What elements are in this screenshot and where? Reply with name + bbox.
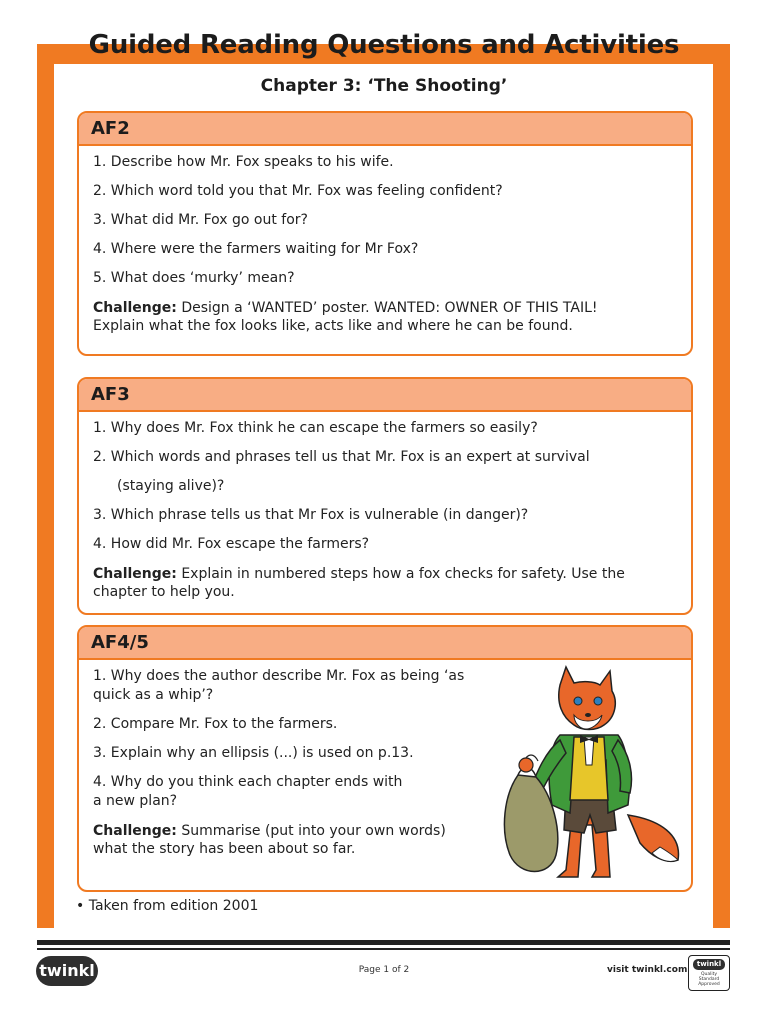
badge-logo: twinkl — [693, 959, 725, 970]
challenge-text: Design a ‘WANTED’ poster. WANTED: OWNER OF THIS TAIL! — [181, 300, 598, 316]
section-heading: AF4/5 — [79, 627, 691, 660]
fox-illustration — [500, 665, 685, 885]
page-number: Page 1 of 2 — [358, 965, 410, 975]
section-heading: AF3 — [79, 379, 691, 412]
challenge-label: Challenge: — [93, 823, 177, 839]
question: 4. Why do you think each chapter ends with — [93, 774, 403, 790]
visit-link[interactable]: visit twinkl.com — [607, 965, 688, 975]
challenge-text: chapter to help you. — [93, 584, 235, 600]
twinkl-logo[interactable]: twinkl — [36, 956, 98, 986]
challenge-text: Explain in numbered steps how a fox checks for safety. Use the — [181, 566, 625, 582]
question: 4. Where were the farmers waiting for Mr Fox? — [93, 241, 419, 257]
footer-divider — [37, 948, 730, 950]
section-af2 — [77, 111, 693, 356]
challenge — [93, 822, 488, 858]
challenge — [93, 299, 677, 335]
challenge-text: Explain what the fox looks like, acts like and where he can be found. — [93, 318, 573, 334]
question: (staying alive)? — [117, 478, 225, 494]
question: 1. Describe how Mr. Fox speaks to his wife. — [93, 154, 394, 170]
badge-text: Quality Standard Approved — [698, 972, 720, 987]
challenge-label: Challenge: — [93, 566, 177, 582]
question: 3. What did Mr. Fox go out for? — [93, 212, 308, 228]
question: 2. Which word told you that Mr. Fox was feeling confident? — [93, 183, 503, 199]
page-subtitle: Chapter 3: ‘The Shooting’ — [260, 76, 508, 96]
question: 5. What does ‘murky’ mean? — [93, 270, 295, 286]
edition-note: • Taken from edition 2001 — [76, 898, 259, 914]
section-af3 — [77, 377, 693, 615]
question: 4. How did Mr. Fox escape the farmers? — [93, 536, 370, 552]
question: 3. Which phrase tells us that Mr Fox is vulnerable (in danger)? — [93, 507, 529, 523]
question: 1. Why does the author describe Mr. Fox as being ‘as — [93, 668, 465, 684]
footer-divider — [37, 940, 730, 945]
challenge — [93, 565, 677, 601]
challenge-text: Summarise (put into your own words) — [181, 823, 446, 839]
page-title: Guided Reading Questions and Activities — [88, 30, 680, 60]
challenge-label: Challenge: — [93, 300, 177, 316]
question: 2. Which words and phrases tell us that Mr. Fox is an expert at survival — [93, 449, 590, 465]
question: 3. Explain why an ellipsis (...) is used on p.13. — [93, 745, 414, 761]
question: a new plan? — [93, 793, 178, 809]
section-heading: AF2 — [79, 113, 691, 146]
question: 2. Compare Mr. Fox to the farmers. — [93, 716, 338, 732]
fox-head — [559, 667, 616, 730]
question: quick as a whip’? — [93, 687, 214, 703]
quality-badge — [688, 955, 730, 991]
challenge-text: what the story has been about so far. — [93, 841, 356, 857]
question: 1. Why does Mr. Fox think he can escape the farmers so easily? — [93, 420, 538, 436]
